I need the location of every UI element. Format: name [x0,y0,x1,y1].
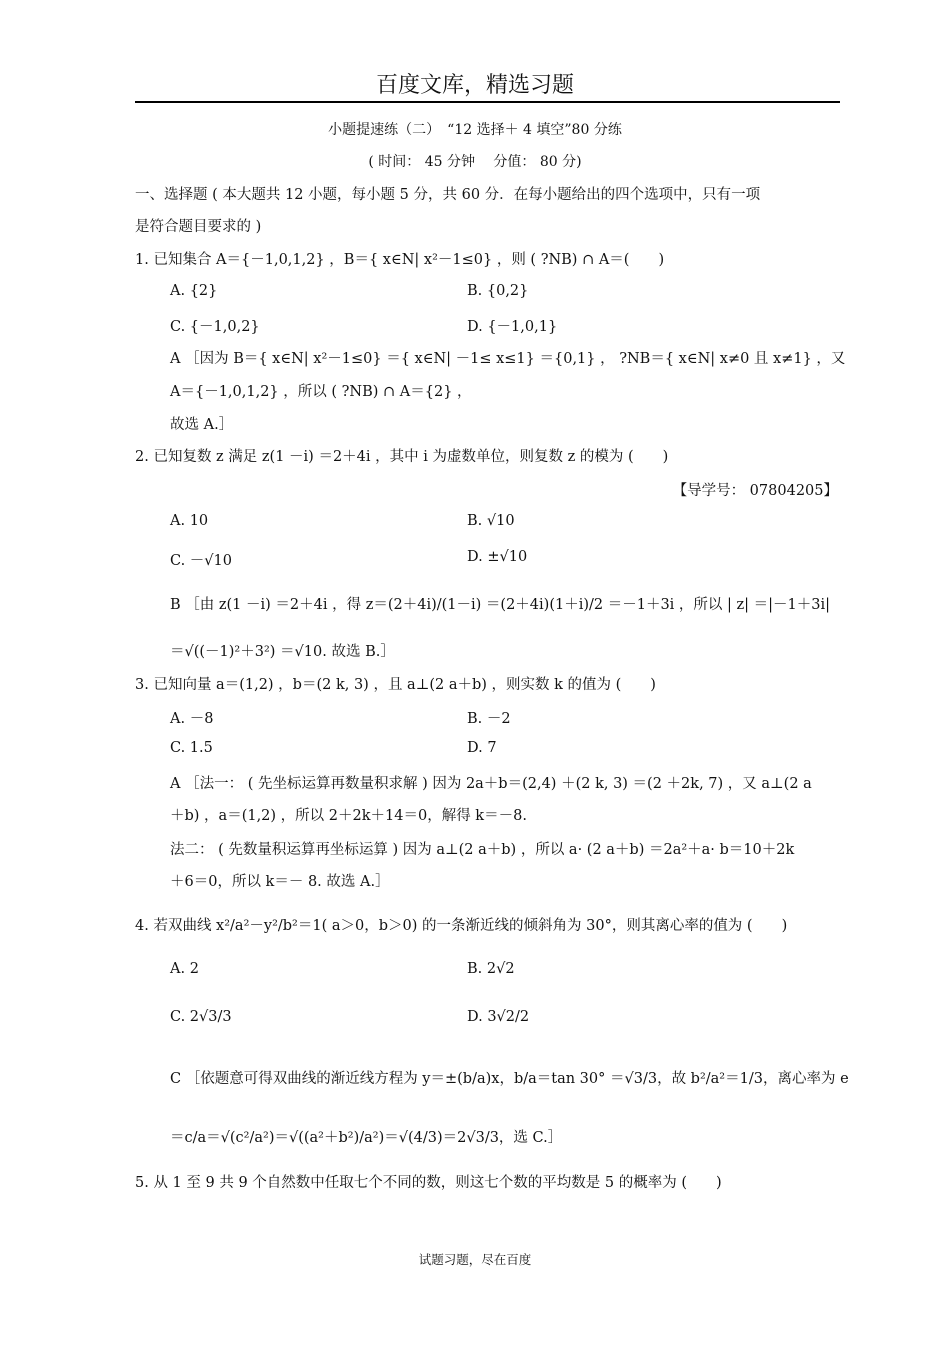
question-3-option-a: A. －8 [170,711,214,727]
question-2-option-c: C. －√10 [170,553,232,569]
question-2-solution-line: B ［由 z(1 －i) ＝2＋4i ，得 z＝(2＋4i)/(1－i) ＝(2＋4i)(1＋i)/2 ＝－1＋3i ，所以 | z| ＝|－1＋3i| [170,597,831,613]
question-3-option-c: C. 1.5 [170,740,213,756]
question-2-guide-number: 【导学号： 07804205】 [672,483,838,499]
question-3-solution-line: ＋6＝0，所以 k＝－ 8. 故选 A.］ [170,874,390,890]
page-footer: 试题习题，尽在百度 [418,1252,532,1267]
section-meta: ( 时间： 45 分钟 分值： 80 分) [368,154,582,170]
question-2-solution-line: ＝√((－1)²＋3²) ＝√10. 故选 B.］ [170,644,395,660]
instruction-line-2: 是符合题目要求的 ) [135,219,262,235]
question-2-option-b: B. √10 [467,513,515,529]
page-header-title: 百度文库，精选习题 [375,73,574,98]
section-title: 小题提速练（二） “12 选择＋ 4 填空”80 分练 [328,122,622,138]
question-4-solution-line: C ［依题意可得双曲线的渐近线方程为 y＝±(b/a)x，b/a＝tan 30° ＝√3/3，故 b²/a²＝1/3，离心率为 e [170,1071,849,1087]
question-1-option-d: D. {－1,0,1} [467,319,558,335]
question-3-option-d: D. 7 [467,740,497,756]
question-3-solution-line: 法二： ( 先数量积运算再坐标运算 ) 因为 a⊥(2 a＋b) ，所以 a· (2 a＋b) ＝2a²＋a· b＝10＋2k [170,842,795,858]
question-1-solution-line: 故选 A.］ [170,417,234,433]
question-1-option-b: B. {0,2} [467,283,529,299]
question-1-stem: 1. 已知集合 A＝{－1,0,1,2} ，B＝{ x∈N| x²－1≤0} ，则 ( ?NB) ∩ A＝( ) [135,252,665,268]
question-1-option-a: A. {2} [170,283,218,299]
question-1-solution-line: A ［因为 B＝{ x∈N| x²－1≤0} ＝{ x∈N| －1≤ x≤1} ＝{0,1} ， ?NB＝{ x∈N| x≠0 且 x≠1} ，又 [170,351,846,367]
question-2-option-a: A. 10 [170,513,209,529]
question-3-option-b: B. －2 [467,711,511,727]
instruction-line-1: 一、选择题 ( 本大题共 12 小题，每小题 5 分，共 60 分．在每小题给出的四个选项中，只有一项 [135,187,761,203]
question-3-solution-line: A ［法一： ( 先坐标运算再数量积求解 ) 因为 2a＋b＝(2,4) ＋(2 k, 3) ＝(2 ＋2k, 7) ，又 a⊥(2 a [170,776,812,792]
question-1-option-c: C. {－1,0,2} [170,319,260,335]
question-4-solution-line: ＝c/a＝√(c²/a²)＝√((a²＋b²)/a²)＝√(4/3)＝2√3/3，选 C.］ [170,1130,563,1146]
question-4-option-b: B. 2√2 [467,961,515,977]
question-5-stem: 5. 从 1 至 9 共 9 个自然数中任取七个不同的数，则这七个数的平均数是 5 的概率为 ( ) [135,1175,722,1191]
question-2-stem: 2. 已知复数 z 满足 z(1 －i) ＝2＋4i ，其中 i 为虚数单位，则复数 z 的模为 ( ) [135,449,669,465]
question-3-solution-line: ＋b) ，a＝(1,2) ，所以 2＋2k＋14＝0，解得 k＝－8. [170,808,527,824]
question-4-option-a: A. 2 [170,961,199,977]
question-4-option-c: C. 2√3/3 [170,1009,232,1025]
header-rule [135,101,840,103]
question-2-option-d: D. ±√10 [467,549,528,565]
question-4-option-d: D. 3√2/2 [467,1009,530,1025]
question-4-stem: 4. 若双曲线 x²/a²－y²/b²＝1( a＞0，b＞0) 的一条渐近线的倾斜角为 30°，则其离心率的值为 ( ) [135,918,788,934]
question-3-stem: 3. 已知向量 a＝(1,2) ，b＝(2 k, 3) ，且 a⊥(2 a＋b) ，则实数 k 的值为 ( ) [135,677,656,693]
question-1-solution-line: A＝{－1,0,1,2} ，所以 ( ?NB) ∩ A＝{2} ， [170,384,472,400]
